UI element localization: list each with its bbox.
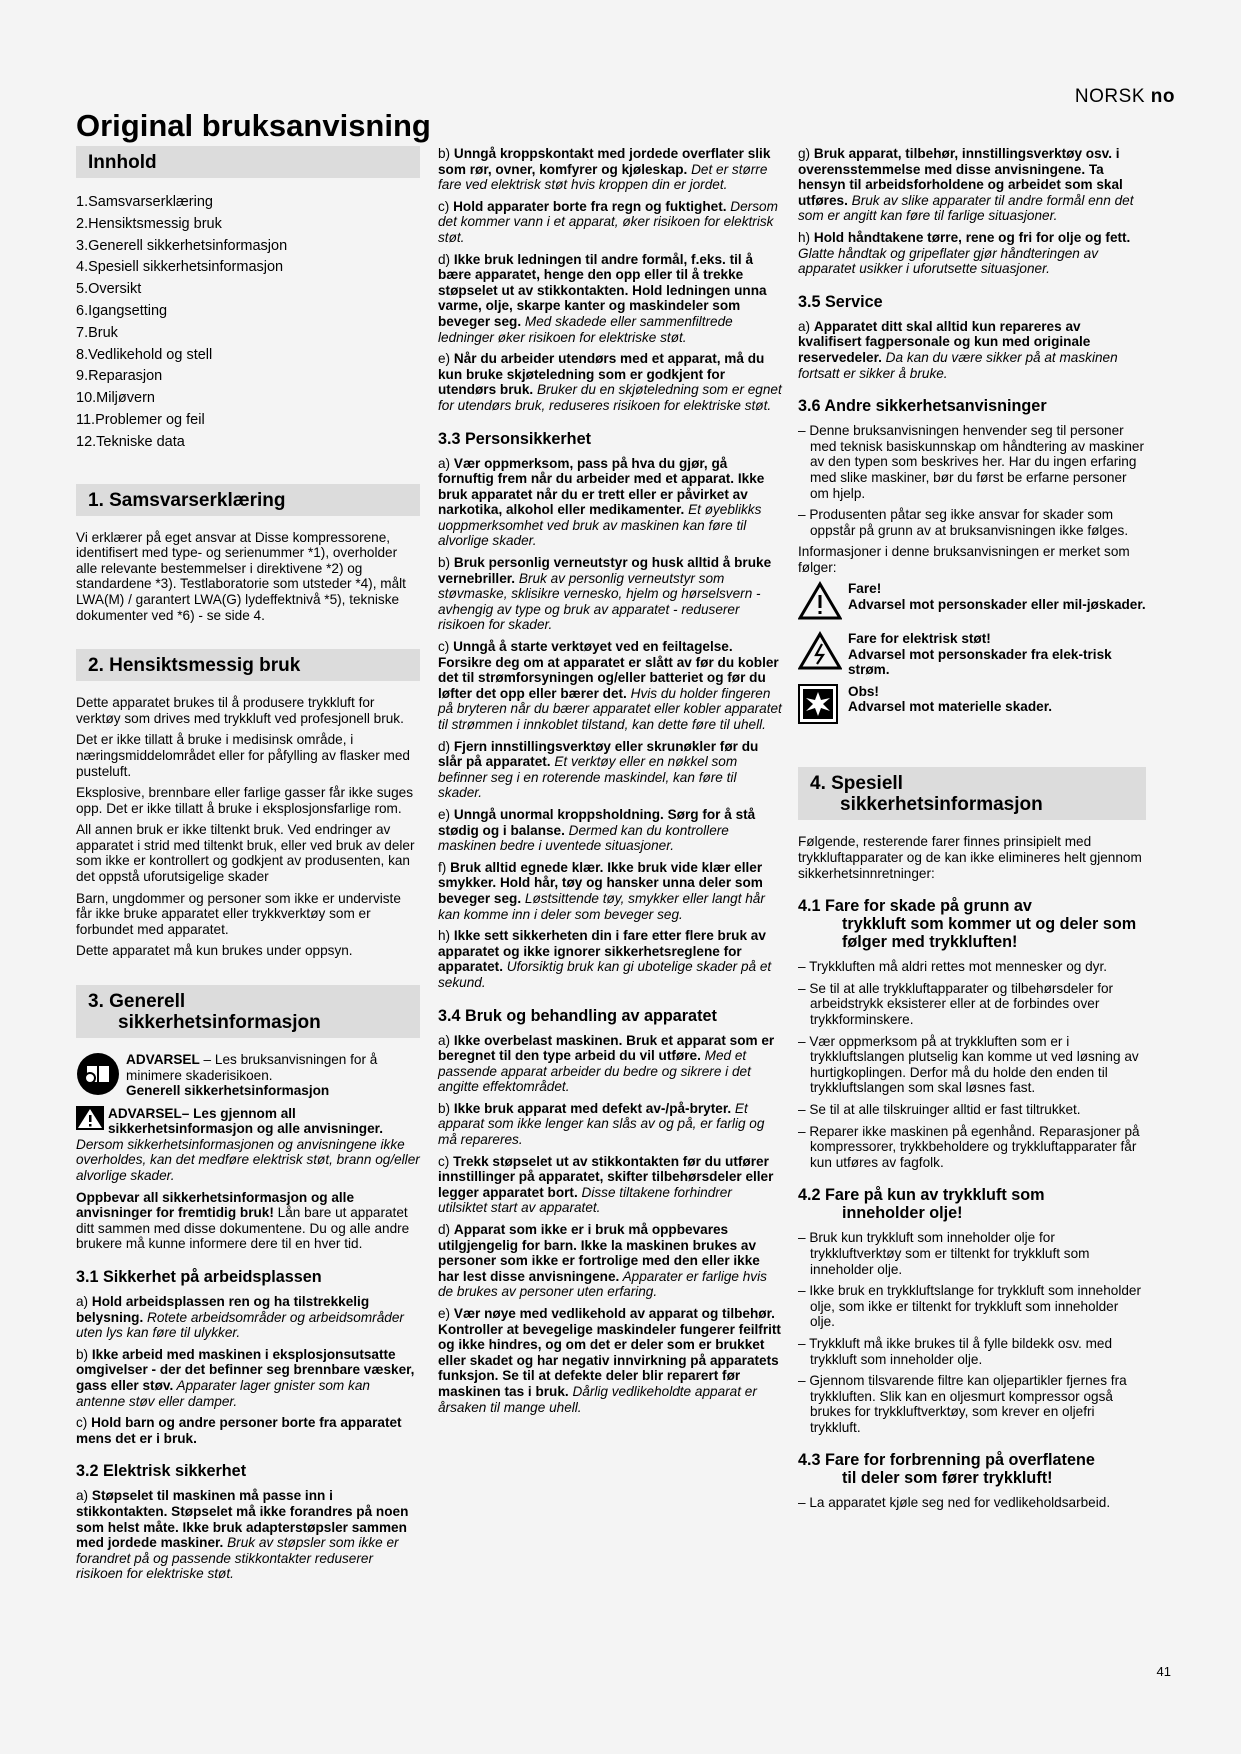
section-4-intro: Følgende, resterende farer finnes prinsipielt med trykkluftapparater og de kan ikke elimineres helt gjennom sikkerhetsinnretninger: bbox=[798, 834, 1142, 881]
list-item: – Vær oppmerksom på at trykkluften som er i trykkluftslangen plutselig kan komme ut ved løsning av hurtigkoplingen. Derfor må du holde den enden til trykkluftslangen som skal løsnes fast. bbox=[798, 1033, 1139, 1096]
list-item: – Produsenten påtar seg ikke ansvar for skader som oppstår på grunn av at bruksanvisningen ikke følges. bbox=[798, 507, 1129, 538]
list-item: – Ikke bruk en trykkluftslange for trykkluft som inneholder olje, som ikke er tiltenkt for trykkluft som inneholder olje. bbox=[798, 1283, 1142, 1330]
toc-item: 10.Miljøvern bbox=[76, 390, 155, 407]
list-item: – La apparatet kjøle seg ned for vedlikeholdsarbeid. bbox=[798, 1495, 1111, 1511]
section-3-1-heading: 3.1 Sikkerhet på arbeidsplassen bbox=[76, 1267, 322, 1286]
toc-item: 11.Problemer og feil bbox=[76, 411, 205, 428]
keep-instructions: Oppbevar all sikkerhetsinformasjon og alle anvisninger for fremtidig bruk! Lån bare ut apparatet ditt sammen med disse dokumentene. Du og alle andre brukere må kunne informere dere til en hver tid. bbox=[76, 1189, 410, 1252]
list-item: c) Hold apparater borte fra regn og fuktighet. Dersom det kommer vann i et apparat, øker risikoen for elektrisk støt. bbox=[438, 198, 778, 245]
read-manual-icon bbox=[76, 1052, 126, 1100]
page-number: 41 bbox=[1156, 1664, 1171, 1679]
section-3-heading: 3. Generell sikkerhetsinformasjon bbox=[76, 985, 420, 1038]
list-item: d) Fjern innstillingsverktøy eller skrunøkler før du slår på apparatet. Et verktøy eller en nøkkel som befinner seg i en roterende maskindel, kan føre til skader. bbox=[438, 738, 759, 801]
list-item: e) Unngå unormal kroppsholdning. Sørg for å stå stødig og i balanse. Dermed kan du kontrollere maskinen bedre i uventede situasjoner. bbox=[438, 806, 756, 854]
toc-item: 3.Generell sikkerhetsinformasjon bbox=[76, 237, 288, 254]
danger-triangle-icon bbox=[798, 581, 842, 621]
other-safety-list bbox=[798, 423, 1146, 538]
list-item: – Bruk kun trykkluft som inneholder olje for trykkluftverktøy som er tiltenkt for trykkluft som inneholder olje. bbox=[798, 1230, 1090, 1277]
list-item: c) Unngå å starte verktøyet ved en feiltagelse. Forsikre deg om at apparatet er slått av før du kobler det til strømforsyningen og/eller batteriet og før du løfter det opp eller bærer det. Hvis du holder fingeren på bryteren når du bærer apparatet eller kobler apparatet til strømmen i innkoblet tilstand, kan dette føre til uhell. bbox=[438, 639, 782, 732]
table-of-contents bbox=[76, 192, 420, 454]
toc-item: 9.Reparasjon bbox=[76, 368, 163, 385]
section-4-1-list bbox=[798, 959, 1146, 1170]
column-1 bbox=[76, 146, 420, 1588]
list-item: a) Ikke overbelast maskinen. Bruk et apparat som er beregnet til den type arbeid du vil utføre. Med et passende apparat arbeider du bedre og sikrere i det angitte effektområdet. bbox=[438, 1032, 775, 1095]
section-2-heading: 2. Hensiktsmessig bruk bbox=[76, 649, 420, 681]
list-item: c) Trekk støpselet ut av stikkontakten før du utfører innstillinger på apparatet, skifter tilbehørsdeler eller legger apparatet bort. Disse tiltakene forhindrer utilsiktet start av apparatet. bbox=[438, 1153, 774, 1216]
list-item: g) Bruk apparat, tilbehør, innstillingsverktøy osv. i overensstemmelse med disse anvisningene. Ta hensyn til arbeidsforholdene og arbeidet som skal utføres. Bruk av slike apparater til andre formål enn det som er angitt kan føre til farlige situasjoner. bbox=[798, 146, 1134, 224]
section-2-para: Det er ikke tillatt å bruke i medisinsk område, i næringsmiddelområdet eller for påfylling av flasker med pusteluft. bbox=[76, 732, 410, 779]
read-manual-warning: ADVARSEL – Les bruksanvisningen for å minimere skaderisikoen. Generell sikkerhetsinformasjon bbox=[76, 1052, 420, 1100]
warning-triangle-icon bbox=[76, 1106, 104, 1130]
toc-item: 1.Samsvarserklæring bbox=[76, 194, 213, 210]
toc-item: 4.Spesiell sikkerhetsinformasjon bbox=[76, 259, 284, 276]
list-item: a) Hold arbeidsplassen ren og ha tilstrekkelig belysning. Rotete arbeidsområder og arbeidsområder uten lys kan føre til ulykker. bbox=[76, 1293, 404, 1341]
list-item: – Se til at alle trykkluftapparater og tilbehørsdeler for arbeidstrykk eksisterer eller at de forbindes over trykkforminskere. bbox=[798, 980, 1114, 1027]
section-3-2-heading: 3.2 Elektrisk sikkerhet bbox=[76, 1462, 247, 1481]
toc-item: 6.Igangsetting bbox=[76, 302, 168, 319]
list-item: – Denne bruksanvisningen henvender seg til personer med teknisk basiskunnskap om håndtering av maskiner av den typen som beskrives her. Har du ingen erfaring med slike maskiner, bør du først be erfarne personer om hjelp. bbox=[798, 423, 1144, 501]
list-item: a) Apparatet ditt skal alltid kun repareres av kvalifisert fagpersonale og kun med originale reservedeler. Da kan du være sikker på at maskinen fortsatt er sikker å bruke. bbox=[798, 318, 1118, 381]
list-item: a) Vær oppmerksom, pass på hva du gjør, gå fornuftig frem når du arbeider med et apparat. Ikke bruk apparatet når du er trett eller er påvirket av narkotika, alkohol eller medikamenter. Et øyeblikks uoppmerksomhet ved bruk av maskinen kan føre til alvorlige skader. bbox=[438, 455, 765, 549]
list-item: d) Apparat som ikke er i bruk må oppbevares utilgjengelig for barn. Ikke la maskinen brukes av personer som ikke er fortrolige med den eller ikke har lest disse anvisningene. Apparater er farlige hvis de brukes av personer uten erfaring. bbox=[438, 1222, 767, 1300]
general-safety-title: Generell sikkerhetsinformasjon bbox=[126, 1083, 330, 1099]
warning-all-info: ADVARSEL– Les gjennom all sikkerhetsinformasjon og alle anvisninger. Dersom sikkerhetsinformasjonen og anvisningene ikke overholdes, kan det medføre elektrisk støt, brann og/eller alvorlige skader. bbox=[76, 1105, 420, 1183]
toc-heading: Innhold bbox=[76, 146, 420, 178]
list-item: b) Ikke bruk apparat med defekt av-/på-bryter. Et apparat som ikke lenger kan slås av og på, er farlig og må repareres. bbox=[438, 1100, 765, 1148]
sign-electric: Fare for elektrisk støt! Advarsel mot personskader fra elek-trisk strøm. bbox=[798, 631, 1146, 678]
list-item: c) Hold barn og andre personer borte fra apparatet mens det er i bruk. bbox=[76, 1415, 402, 1446]
sign-danger: Fare! Advarsel mot personskader eller mil-jøskader. bbox=[798, 581, 1146, 625]
list-item: h) Ikke sett sikkerheten din i fare etter flere bruk av apparatet og ikke ignorer sikkerhetsreglene for apparatet. Uforsiktig bruk kan gi ubotelige skader på et sekund. bbox=[438, 928, 772, 990]
page-title: Original bruksanvisning bbox=[76, 108, 431, 143]
toc-item: 2.Hensiktsmessig bruk bbox=[76, 215, 222, 232]
section-2-para: All annen bruk er ikke tiltenkt bruk. Ved endringer av apparatet i strid med tiltenkt bruk, eller ved bruk av deler som ikke er kontrollert og godkjent av produsenten, kan det oppstå uforutsigelige skader bbox=[76, 822, 415, 885]
list-item: – Trykkluft må ikke brukes til å fylle bildekk osv. med trykkluft som inneholder olje. bbox=[798, 1335, 1113, 1367]
list-item: b) Unngå kroppskontakt med jordede overflater slik som rør, ovner, komfyrer og kjøleskap. Det er større fare ved elektrisk støt hvis kroppen din er jordet. bbox=[438, 146, 771, 193]
list-item: – Trykkluften må aldri rettes mot mennesker og dyr. bbox=[798, 959, 1108, 975]
section-4-3-list bbox=[798, 1495, 1146, 1511]
list-item: – Gjennom tilsvarende filtre kan oljepartikler fjernes fra trykkluften. Slik kan en oljesmurt kompressor også brukes for trykkluftverktøy, som krever en oljefri trykkluft. bbox=[798, 1373, 1127, 1435]
material-damage-icon bbox=[798, 684, 838, 724]
list-item: h) Hold håndtakene tørre, rene og fri for olje og fett. Glatte håndtak og gripeflater gjør håndteringen av apparatet usikker i uforutsette situasjoner. bbox=[798, 229, 1131, 277]
section-1-heading: 1. Samsvarserklæring bbox=[76, 484, 420, 516]
section-2-para: Dette apparatet må kun brukes under oppsyn. bbox=[76, 943, 353, 959]
toc-item: 12.Tekniske data bbox=[76, 433, 185, 450]
section-1-text: Vi erklærer på eget ansvar at Disse kompressorene, identifisert med type- og serienummer *1), overholder alle relevante bestemmelser i direktivene *2) og standardene *3). Testlaboratorie som utsteder *4), målt LWA(M) / garantert LWA(G) lydeffektnivå *5), tekniske dokumenter ved *6) - se side 4. bbox=[76, 529, 406, 623]
section-2-para: Dette apparatet brukes til å produsere trykkluft for verktøy som drives med trykkluft ved profesjonell bruk. bbox=[76, 695, 404, 726]
column-2 bbox=[438, 146, 783, 1421]
list-item: – Se til at alle tilskruinger alltid er fast tiltrukket. bbox=[798, 1101, 1081, 1117]
list-item: e) Vær nøye med vedlikehold av apparat og tilbehør. Kontroller at bevegelige maskindeler fungerer feilfritt og ikke hindres, og om det er deler som er brukket eller skadet og har negativ innvirkning på apparatets funksjon. Se til at defekte deler blir reparert før maskinen tas i bruk. Dårlig vedlikeholdte apparat er årsaken til mange uhell. bbox=[438, 1306, 781, 1415]
electric-shock-icon bbox=[798, 631, 842, 671]
section-4-2-heading: 4.2 Fare på kun av trykkluft som inneholder olje! bbox=[798, 1186, 1045, 1223]
language-label: NORSK no bbox=[1074, 86, 1175, 107]
list-item: d) Ikke bruk ledningen til andre formål, f.eks. til å bære apparatet, henge den opp eller til å trekke støpselet ut av stikkontakten. Hold ledningen unna varme, olje, skarpe kanter og maskindeler som beveger seg. Med skadede eller sammenfiltrede ledninger øker risikoen for elektriske støt. bbox=[438, 251, 767, 345]
list-item: – Reparer ikke maskinen på egenhånd. Reparasjoner på kompressorer, trykkbeholdere og trykkluftapparater får kun utføres av fagfolk. bbox=[798, 1123, 1140, 1170]
section-3-4-heading: 3.4 Bruk og behandling av apparatet bbox=[438, 1006, 717, 1025]
section-2-para: Eksplosive, brennbare eller farlige gasser får ikke suges opp. Det er ikke tillatt å bruke i eksplosjonsfarlige rom. bbox=[76, 785, 413, 816]
list-item: e) Når du arbeider utendørs med et apparat, må du kun bruke skjøteledning som er godkjent for utendørs bruk. Bruker du en skjøteledning som er egnet for utendørs bruk, reduseres risikoen for elektriske støt. bbox=[438, 351, 782, 413]
section-3-3-heading: 3.3 Personsikkerhet bbox=[438, 429, 591, 448]
sign-caution: Obs! Advarsel mot materielle skader. bbox=[798, 684, 1146, 728]
toc-item: 5.Oversikt bbox=[76, 281, 142, 298]
toc-item: 8.Vedlikehold og stell bbox=[76, 346, 213, 363]
section-3-6-heading: 3.6 Andre sikkerhetsanvisninger bbox=[798, 397, 1047, 416]
section-4-2-list bbox=[798, 1230, 1146, 1435]
list-item: a) Støpselet til maskinen må passe inn i stikkontakten. Støpselet må ikke forandres på noen som helst måte. Ikke bruk adapterstøpsler sammen med jordede maskiner. Bruk av støpsler som ikke er forandret på og passende stikkontakter reduserer risikoen for elektriske støt. bbox=[76, 1488, 409, 1582]
list-item: b) Bruk personlig verneutstyr og husk alltid å bruke vernebriller. Bruk av personlig verneutstyr som støvmaske, sklisikre vernesko, hjelm og hørselsvern - avhengig av type og bruk av apparatet - reduserer risikoen for skader. bbox=[438, 555, 772, 633]
column-3 bbox=[798, 146, 1146, 1517]
toc-item: 7.Bruk bbox=[76, 324, 118, 341]
signs-intro: Informasjoner i denne bruksanvisningen er merket som følger: bbox=[798, 544, 1130, 575]
section-2-para: Barn, ungdommer og personer som ikke er underviste får ikke bruke apparatet eller trykkverktøy som er forbundet med apparatet. bbox=[76, 890, 401, 937]
section-3-5-heading: 3.5 Service bbox=[798, 292, 883, 311]
list-item: f) Bruk alltid egnede klær. Ikke bruk vide klær eller smykker. Hold hår, tøy og hansker unna deler som beveger seg. Løstsittende tøy, smykker eller langt hår kan komme inn i deler som beveger seg. bbox=[438, 859, 765, 922]
section-4-3-heading: 4.3 Fare for forbrenning på overflatene til deler som fører trykkluft! bbox=[798, 1451, 1095, 1488]
section-4-heading: 4. Spesiell sikkerhetsinformasjon bbox=[798, 767, 1146, 820]
list-item: b) Ikke arbeid med maskinen i eksplosjonsutsatte omgivelser - der det befinner seg brennbare væsker, gass eller støv. Apparater lager gnister som kan antenne støv eller damper. bbox=[76, 1346, 415, 1409]
section-4-1-heading: 4.1 Fare for skade på grunn av trykkluft som kommer ut og deler som følger med trykkluften! bbox=[798, 897, 1137, 952]
